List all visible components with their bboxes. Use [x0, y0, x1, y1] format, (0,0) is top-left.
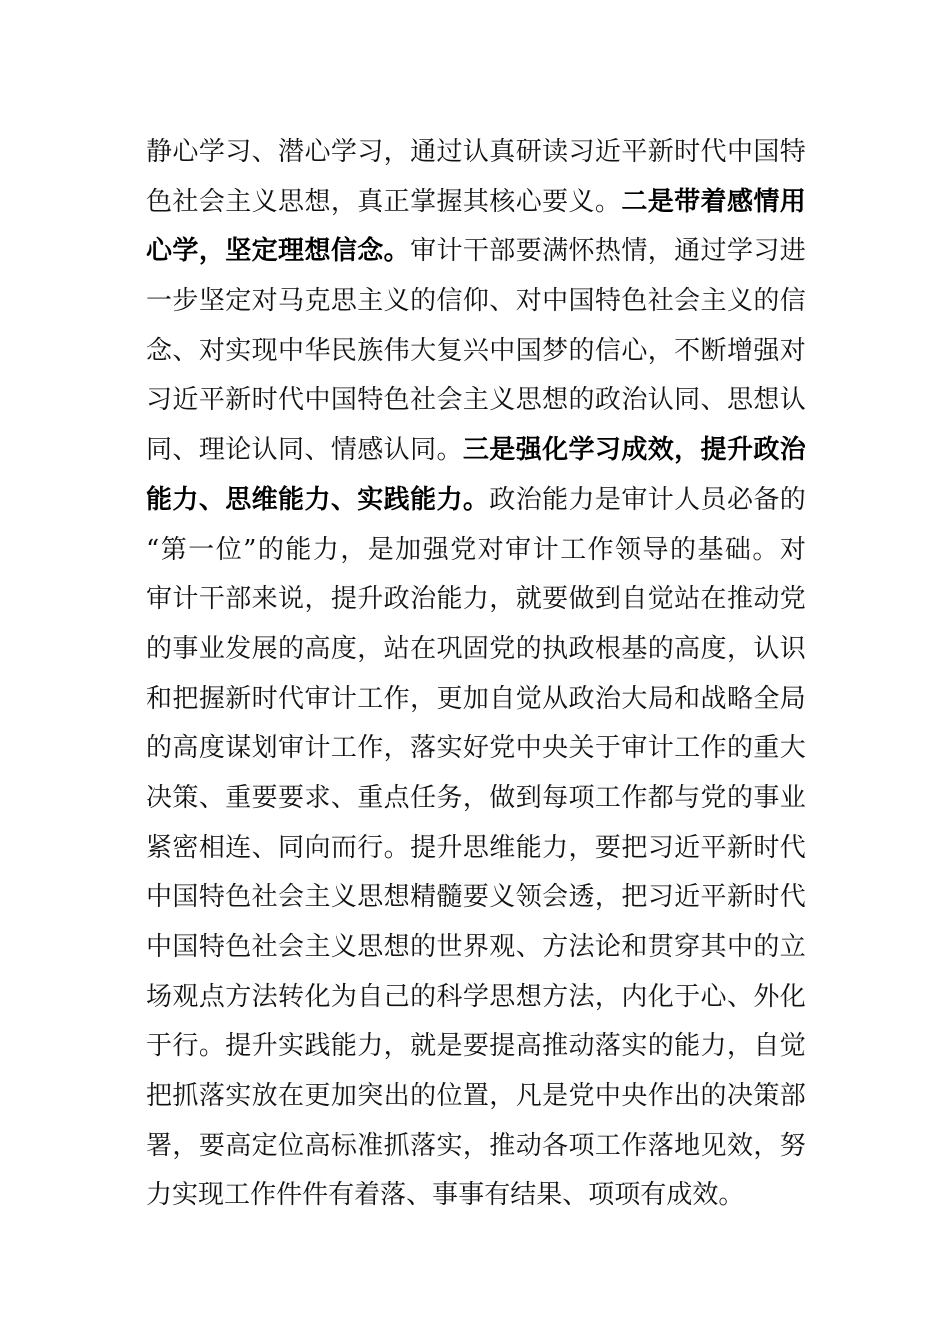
text-line: 紧 密 相 连 、 同 向 而 行 。 提 升 思 维 能 力 ， 要 把 习 近 平 新 时 代	[146, 832, 806, 863]
text-line: 中 国 特 色 社 会 主 义 思 想 的 世 界 观 、 方 法 论 和 贯 穿 其 中 的 立	[146, 932, 806, 962]
text-line: 色 社 会 主 义 思 想 ， 真 正 掌 握 其 核 心 要 义 。 二 是 带 着 感 情 用	[146, 186, 806, 217]
text-line: 习 近 平 新 时 代 中 国 特 色 社 会 主 义 思 想 的 政 治 认 同 、 思 想 认	[146, 385, 806, 416]
text-line: 把 抓 落 实 放 在 更 加 突 出 的 位 置 ， 凡 是 党 中 央 作 出 的 决 策 部	[146, 1081, 806, 1112]
text-line: 能 力 、 思 维 能 力 、 实 践 能 力 。 政 治 能 力 是 审 计 人 员 必 备 的	[146, 484, 806, 515]
text-line: 的 事 业 发 展 的 高 度 ， 站 在 巩 固 党 的 执 政 根 基 的 高 度 ， 认 识	[146, 633, 806, 664]
text-line: 中 国 特 色 社 会 主 义 思 想 精 髓 要 义 领 会 透 ， 把 习 近 平 新 时 代	[146, 882, 806, 913]
body-text	[146, 128, 806, 1221]
text-line: 决 策 、 重 要 要 求 、 重 点 任 务 ， 做 到 每 项 工 作 都 与 党 的 事 业	[146, 782, 806, 813]
text-line: 一 步 坚 定 对 马 克 思 主 义 的 信 仰 、 对 中 国 特 色 社 会 主 义 的 信	[146, 286, 806, 317]
text-line: 于 行 。 提 升 实 践 能 力 ， 就 是 要 提 高 推 动 落 实 的 能 力 ， 自 觉	[146, 1031, 806, 1062]
text-line: 的 高 度 谋 划 审 计 工 作 ， 落 实 好 党 中 央 关 于 审 计 工 作 的 重 大	[146, 733, 806, 764]
text-line: 力 实 现 工 作 件 件 有 着 落 、 事 事 有 结 果 、 项 项 有 成 效 。	[146, 1180, 745, 1211]
text-line: 场 观 点 方 法 转 化 为 自 己 的 科 学 思 想 方 法 ， 内 化 于 心 、 外 化	[146, 981, 806, 1012]
text-line: “ 第 一 位 ” 的 能 力 ， 是 加 强 党 对 审 计 工 作 领 导 的 基 础 。 对	[146, 534, 806, 565]
text-line: 和 把 握 新 时 代 审 计 工 作 ， 更 加 自 觉 从 政 治 大 局 和 战 略 全 局	[146, 683, 806, 714]
text-line: 审 计 干 部 来 说 ， 提 升 政 治 能 力 ， 就 要 做 到 自 觉 站 在 推 动 党	[146, 584, 806, 615]
text-line: 署 ， 要 高 定 位 高 标 准 抓 落 实 ， 推 动 各 项 工 作 落 地 见 效 ， 努	[146, 1130, 806, 1161]
text-line: 同 、 理 论 认 同 、 情 感 认 同 。 三 是 强 化 学 习 成 效 ， 提 升 政 治	[146, 435, 806, 466]
text-line: 心 学 ， 坚 定 理 想 信 念 。 审 计 干 部 要 满 怀 热 情 ， 通 过 学 习 进	[146, 236, 806, 267]
text-line: 静 心 学 习 、 潜 心 学 习 ， 通 过 认 真 研 读 习 近 平 新 时 代 中 国 特	[146, 137, 806, 167]
text-line: 念 、 对 实 现 中 华 民 族 伟 大 复 兴 中 国 梦 的 信 心 ， 不 断 增 强 对	[146, 335, 806, 366]
